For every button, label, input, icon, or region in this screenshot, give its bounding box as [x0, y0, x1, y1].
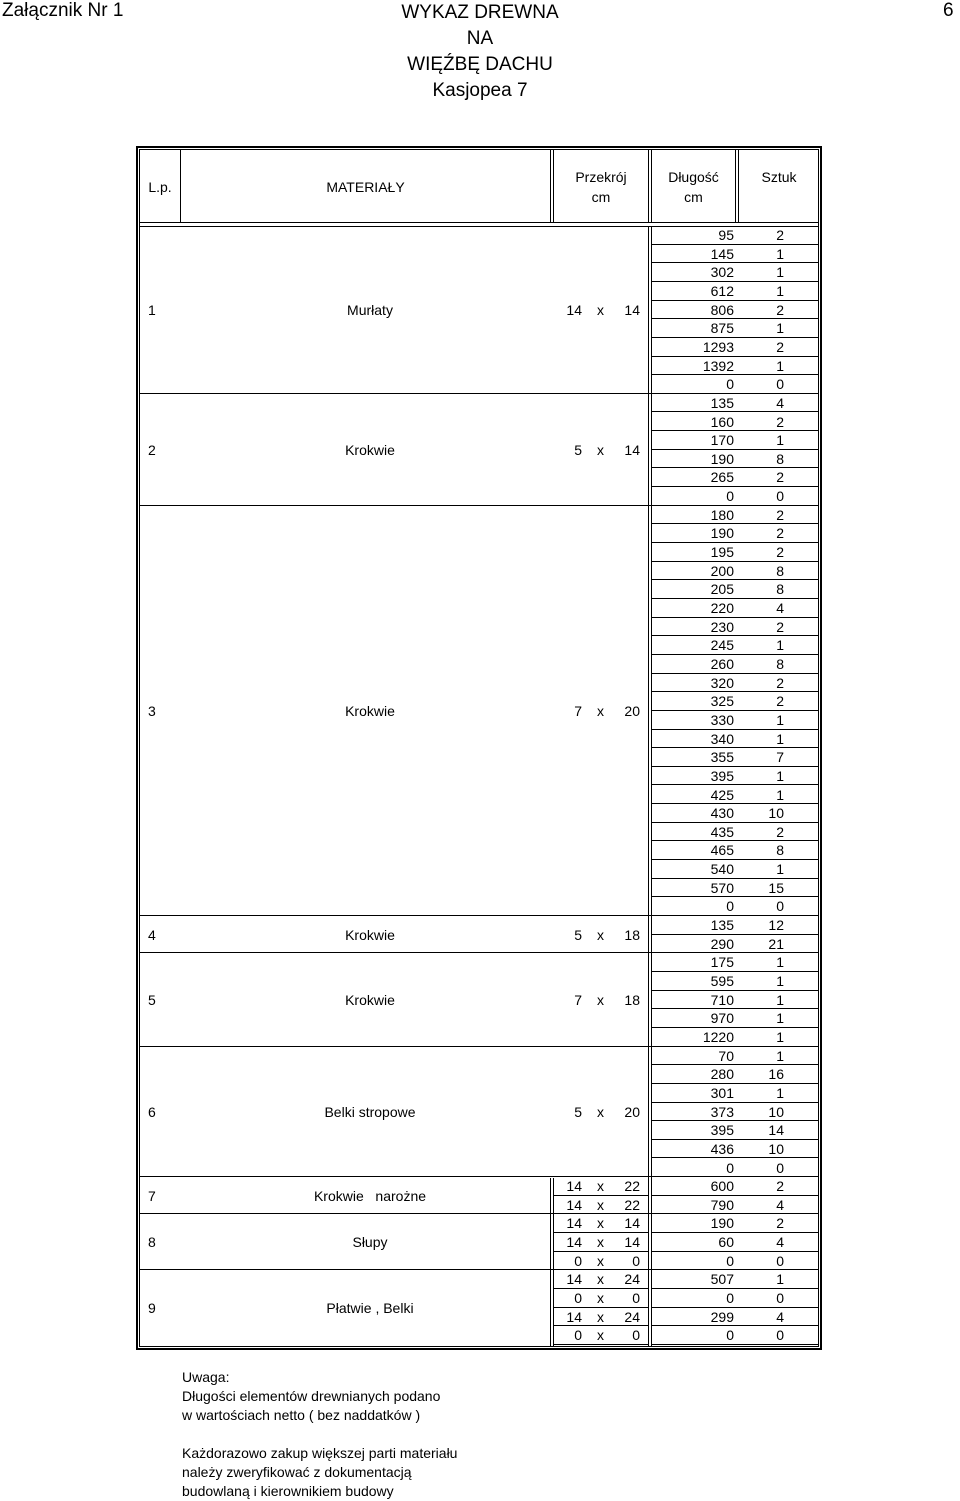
length-value: 170	[710, 432, 734, 449]
table-row	[652, 953, 818, 972]
table-row	[652, 1084, 818, 1103]
count-value: 21	[768, 935, 784, 952]
count-value: 1	[776, 711, 784, 728]
table-row	[652, 804, 818, 823]
count-value: 1	[776, 1047, 784, 1064]
count-value: 4	[776, 1308, 784, 1325]
length-value: 425	[710, 786, 734, 803]
table-row	[652, 431, 818, 450]
table-row	[652, 543, 818, 562]
section-part: x	[597, 1327, 604, 1344]
section-part: x	[597, 926, 604, 943]
table-row	[652, 375, 818, 394]
section-part: 5	[574, 441, 582, 458]
header-section-unit: cm	[591, 189, 611, 205]
table-row	[652, 860, 818, 879]
table-row	[652, 1270, 818, 1289]
count-value: 1	[776, 245, 784, 262]
header-count: Sztuk	[761, 169, 797, 185]
table-row	[652, 636, 818, 655]
length-value: 600	[710, 1178, 734, 1195]
group-number: 6	[148, 1103, 156, 1120]
section-part: x	[597, 1196, 604, 1213]
table-row	[652, 487, 818, 506]
group-section	[554, 702, 648, 720]
count-value: 8	[776, 450, 784, 467]
header-material: MATERIAŁY	[326, 179, 405, 195]
row-section	[554, 1326, 648, 1344]
length-value: 435	[710, 823, 734, 840]
group-section	[554, 1103, 648, 1121]
table-row	[652, 1047, 818, 1066]
group-divider	[139, 952, 651, 953]
table-row	[652, 357, 818, 376]
length-value: 160	[710, 413, 734, 430]
group-material: Krokwie	[345, 441, 395, 458]
table-row	[652, 1028, 818, 1047]
length-value: 570	[710, 879, 734, 896]
count-value: 8	[776, 562, 784, 579]
count-value: 0	[776, 488, 784, 505]
length-value: 190	[710, 450, 734, 467]
count-value: 2	[776, 823, 784, 840]
table-row	[652, 1289, 818, 1308]
section-part: x	[597, 1252, 604, 1269]
section-part: x	[597, 1271, 604, 1288]
table-row	[652, 879, 818, 898]
length-value: 70	[718, 1047, 734, 1064]
group-material: Słupy	[352, 1234, 388, 1251]
count-value: 2	[776, 469, 784, 486]
table-row	[652, 1121, 818, 1140]
table-row	[652, 916, 818, 935]
table-row	[652, 1009, 818, 1028]
table-row	[652, 823, 818, 842]
length-value: 465	[710, 842, 734, 859]
length-value: 430	[710, 805, 734, 822]
table-row	[652, 692, 818, 711]
table-row	[652, 897, 818, 916]
row-section	[554, 1308, 648, 1326]
table-row	[652, 524, 818, 543]
group-section	[554, 926, 648, 944]
count-value: 8	[776, 842, 784, 859]
count-value: 10	[768, 1140, 784, 1157]
page-number: 6	[943, 0, 954, 21]
table-row	[652, 786, 818, 805]
count-value: 2	[776, 506, 784, 523]
section-part: x	[597, 301, 604, 318]
table-row	[652, 245, 818, 264]
section-part: 14	[624, 1215, 640, 1232]
count-value: 16	[768, 1066, 784, 1083]
count-value: 1	[776, 786, 784, 803]
title-line: NA	[466, 28, 494, 49]
note-line: budowlaną i kierownikiem budowy	[182, 1483, 394, 1499]
count-value: 4	[776, 600, 784, 616]
group-number: 2	[148, 441, 156, 458]
count-value: 1	[776, 767, 784, 784]
section-part: 5	[574, 1103, 582, 1120]
count-value: 4	[776, 394, 784, 411]
table-row	[652, 506, 818, 525]
table-row	[652, 301, 818, 320]
section-part: 0	[574, 1290, 582, 1307]
length-value: 1293	[702, 338, 734, 355]
group-section	[554, 301, 648, 319]
length-value: 175	[710, 954, 734, 971]
length-value: 595	[710, 973, 734, 989]
length-value: 0	[726, 376, 734, 393]
group-number: 3	[148, 702, 156, 719]
count-value: 2	[776, 301, 784, 318]
length-value: 290	[710, 935, 734, 952]
length-value: 0	[726, 898, 734, 915]
table-row	[652, 562, 818, 581]
count-value: 4	[776, 1234, 784, 1251]
length-value: 0	[726, 1290, 734, 1307]
section-part: x	[597, 1308, 604, 1325]
section-part: 24	[624, 1308, 640, 1325]
section-part: 14	[566, 1178, 582, 1195]
length-value: 230	[710, 618, 734, 635]
row-section	[554, 1196, 648, 1214]
length-value: 200	[710, 562, 734, 579]
table-row	[652, 1326, 818, 1345]
section-part: 7	[574, 702, 582, 719]
count-value: 1	[776, 637, 784, 654]
section-part: 0	[574, 1327, 582, 1344]
row-section	[554, 1214, 648, 1232]
note-line: należy zweryfikować z dokumentacją	[182, 1464, 412, 1480]
count-value: 2	[776, 693, 784, 710]
count-value: 1	[776, 264, 784, 281]
table-row	[652, 1140, 818, 1159]
length-value: 205	[710, 581, 734, 598]
table-row	[652, 674, 818, 693]
length-value: 1220	[702, 1028, 734, 1045]
section-part: 14	[566, 1308, 582, 1325]
section-part: 14	[624, 441, 640, 458]
group-section	[554, 441, 648, 459]
length-value: 280	[710, 1066, 734, 1083]
section-part: 14	[566, 301, 582, 318]
table-row	[652, 450, 818, 469]
title-line: WYKAZ DREWNA	[401, 2, 559, 23]
group-number: 4	[148, 926, 156, 943]
group-divider	[139, 915, 651, 916]
group-number: 7	[148, 1187, 156, 1204]
length-value: 0	[726, 1252, 734, 1269]
length-value: 395	[710, 767, 734, 784]
count-value: 1	[776, 282, 784, 299]
table-row	[652, 748, 818, 767]
section-part: 14	[624, 1234, 640, 1251]
table-row	[652, 1065, 818, 1084]
count-value: 2	[776, 618, 784, 635]
length-value: 302	[710, 264, 734, 281]
length-value: 612	[710, 282, 734, 299]
header-length-unit: cm	[684, 189, 703, 205]
table-row	[652, 1308, 818, 1327]
row-divider	[652, 1344, 818, 1345]
table-row	[652, 1159, 818, 1178]
table-row	[652, 413, 818, 432]
row-section	[554, 1270, 648, 1288]
count-value: 2	[776, 544, 784, 561]
section-part: x	[597, 991, 604, 1008]
table-row	[652, 1103, 818, 1122]
section-part: 7	[574, 991, 582, 1008]
count-value: 1	[776, 954, 784, 971]
group-number: 1	[148, 301, 156, 318]
length-value: 330	[710, 711, 734, 728]
length-value: 260	[710, 655, 734, 672]
section-part: x	[597, 1178, 604, 1195]
section-part: x	[597, 702, 604, 719]
length-value: 301	[710, 1084, 734, 1101]
table-row	[652, 841, 818, 860]
count-value: 1	[776, 861, 784, 878]
count-value: 1	[776, 973, 784, 989]
length-value: 875	[710, 320, 734, 337]
table-row	[652, 468, 818, 487]
table-row	[652, 711, 818, 730]
header-length-label: Długość	[668, 169, 719, 185]
count-value: 0	[776, 376, 784, 393]
count-value: 1	[776, 320, 784, 337]
count-value: 8	[776, 655, 784, 672]
note-line: w wartościach netto ( bez naddatków )	[182, 1407, 421, 1423]
length-value: 790	[710, 1196, 734, 1213]
count-value: 2	[776, 674, 784, 691]
group-material: Krokwie	[345, 991, 395, 1008]
group-number: 9	[148, 1299, 156, 1316]
length-value: 190	[710, 1215, 734, 1232]
length-value: 60	[718, 1234, 734, 1251]
attachment-label: Załącznik Nr 1	[2, 0, 124, 21]
table-row	[652, 655, 818, 674]
length-value: 373	[710, 1103, 734, 1120]
count-value: 4	[776, 1196, 784, 1213]
group-material: Krokwie narożne	[313, 1187, 427, 1204]
length-value: 507	[710, 1271, 734, 1288]
group-material: Krokwie	[345, 702, 395, 719]
table-row	[652, 1196, 818, 1215]
group-number: 8	[148, 1234, 156, 1251]
table-row	[652, 263, 818, 282]
length-value: 135	[710, 394, 734, 411]
count-value: 1	[776, 1271, 784, 1288]
group-section	[554, 991, 648, 1009]
length-value: 195	[710, 544, 734, 561]
count-value: 1	[776, 1084, 784, 1101]
note-line: Każdorazowo zakup większej parti materiału	[182, 1445, 458, 1461]
count-value: 15	[768, 879, 784, 896]
count-value: 1	[776, 1028, 784, 1045]
group-divider	[139, 505, 651, 506]
section-part: 14	[566, 1234, 582, 1251]
table-row	[652, 618, 818, 637]
row-divider	[554, 1344, 648, 1345]
note-line: Uwaga:	[182, 1369, 230, 1385]
group-material: Płatwie , Belki	[326, 1299, 414, 1316]
length-value: 325	[710, 693, 734, 710]
length-value: 395	[710, 1122, 734, 1139]
count-value: 0	[776, 1159, 784, 1176]
row-section	[554, 1177, 648, 1195]
section-part: 14	[566, 1196, 582, 1213]
header-section-label: Przekrój	[575, 169, 627, 185]
section-part: 14	[566, 1271, 582, 1288]
title-line: Kasjopea 7	[432, 80, 528, 101]
count-value: 2	[776, 525, 784, 542]
length-value: 436	[710, 1140, 734, 1157]
title-line: WIĘŹBĘ DACHU	[407, 54, 553, 75]
section-part: 20	[624, 702, 640, 719]
table-row	[652, 394, 818, 413]
section-part: x	[597, 1234, 604, 1251]
row-section	[554, 1252, 648, 1270]
table-row	[652, 599, 818, 618]
length-value: 190	[710, 525, 734, 542]
count-value: 0	[776, 1327, 784, 1344]
group-material: Krokwie	[345, 926, 395, 943]
section-part: x	[597, 1215, 604, 1232]
count-value: 1	[776, 730, 784, 747]
row-section	[554, 1233, 648, 1251]
count-value: 14	[768, 1122, 784, 1139]
length-value: 340	[710, 730, 734, 747]
length-value: 95	[718, 227, 734, 243]
section-part: 0	[632, 1327, 640, 1344]
section-part: x	[597, 441, 604, 458]
note	[182, 1368, 457, 1501]
note-line: Długości elementów drewnianych podano	[182, 1388, 441, 1404]
group-divider	[139, 393, 651, 394]
count-value: 2	[776, 338, 784, 355]
section-part: 22	[624, 1178, 640, 1195]
table-row	[652, 1177, 818, 1196]
table-row	[652, 935, 818, 954]
table-row	[652, 319, 818, 338]
count-value: 8	[776, 581, 784, 598]
section-part: x	[597, 1103, 604, 1120]
section-part: 14	[624, 301, 640, 318]
length-value: 1392	[702, 357, 734, 374]
header-length	[652, 167, 735, 207]
group-number: 5	[148, 991, 156, 1008]
length-value: 710	[710, 991, 734, 1008]
table-row	[652, 226, 818, 245]
length-value: 245	[710, 637, 734, 654]
section-part: 0	[574, 1252, 582, 1269]
table-row	[652, 1233, 818, 1252]
count-value: 2	[776, 413, 784, 430]
count-value: 1	[776, 357, 784, 374]
header-lp: L.p.	[148, 179, 172, 195]
table-row	[652, 1252, 818, 1271]
count-value: 0	[776, 1290, 784, 1307]
table-row	[652, 991, 818, 1010]
section-part: 0	[632, 1252, 640, 1269]
group-divider	[139, 1046, 651, 1047]
length-value: 355	[710, 749, 734, 766]
count-value: 10	[768, 1103, 784, 1120]
length-value: 0	[726, 488, 734, 505]
table-row	[652, 580, 818, 599]
group-material: Belki stropowe	[324, 1103, 416, 1120]
section-part: 18	[624, 926, 640, 943]
section-part: 20	[624, 1103, 640, 1120]
group-material: Murłaty	[347, 301, 393, 318]
count-value: 10	[768, 805, 784, 822]
table-row	[652, 1214, 818, 1233]
document-title	[330, 0, 630, 104]
length-value: 0	[726, 1159, 734, 1176]
count-value: 0	[776, 898, 784, 915]
section-part: x	[597, 1290, 604, 1307]
length-value: 180	[710, 506, 734, 523]
header-section	[554, 167, 648, 207]
length-value: 265	[710, 469, 734, 486]
length-value: 145	[710, 245, 734, 262]
count-value: 0	[776, 1252, 784, 1269]
row-section	[554, 1289, 648, 1307]
count-value: 2	[776, 227, 784, 243]
count-value: 12	[768, 917, 784, 934]
table-row	[652, 972, 818, 991]
count-value: 2	[776, 1215, 784, 1232]
length-value: 970	[710, 1010, 734, 1027]
section-part: 18	[624, 991, 640, 1008]
length-value: 0	[726, 1327, 734, 1344]
section-part: 14	[566, 1215, 582, 1232]
section-part: 5	[574, 926, 582, 943]
length-value: 135	[710, 917, 734, 934]
length-value: 806	[710, 301, 734, 318]
note-line	[182, 1425, 457, 1444]
table-row	[652, 767, 818, 786]
section-part: 22	[624, 1196, 640, 1213]
count-value: 1	[776, 432, 784, 449]
table-row	[652, 730, 818, 749]
section-part: 0	[632, 1290, 640, 1307]
length-value: 320	[710, 674, 734, 691]
table-row	[652, 282, 818, 301]
count-value: 1	[776, 991, 784, 1008]
length-value: 299	[710, 1308, 734, 1325]
table-row	[652, 338, 818, 357]
section-part: 24	[624, 1271, 640, 1288]
count-value: 2	[776, 1178, 784, 1195]
length-value: 220	[710, 600, 734, 616]
length-value: 540	[710, 861, 734, 878]
count-value: 1	[776, 1010, 784, 1027]
count-value: 7	[776, 749, 784, 766]
